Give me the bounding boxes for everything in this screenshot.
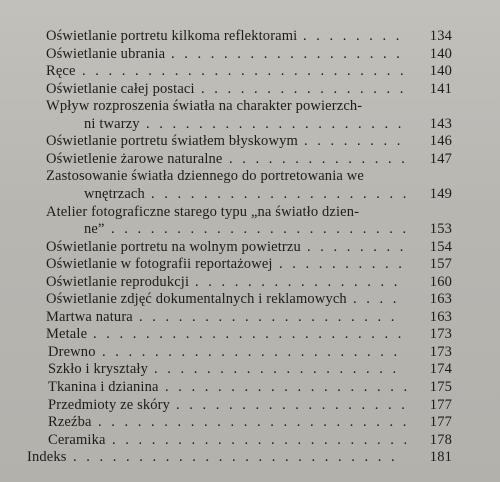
leader-dots: . . . . . . . . . . . . . . . . . . . . . . . . — [93, 326, 405, 343]
leader-dots: . . . . . . . . . . . . . . . . . . . . — [151, 185, 410, 202]
toc-entry-title: Rzeźba — [48, 414, 92, 431]
toc-page-number: 141 — [429, 80, 452, 97]
toc-entry-title: Ręce — [46, 63, 76, 80]
leader-dots: . . . . . . . . . . . . . . . . . . . . . . . — [102, 343, 401, 360]
leader-dots: . . . . . . . . . . — [279, 256, 405, 273]
toc-page-number: 178 — [429, 431, 452, 448]
leader-dots: . . . . . . . . . . . . . . . . . . . . — [146, 115, 405, 132]
toc-entry-title: Ceramika — [48, 431, 106, 448]
toc-entry-title: Oświetlanie portretu światłem błyskowym — [46, 133, 298, 150]
toc-page-number: 173 — [429, 343, 452, 360]
toc-page-number: 177 — [429, 396, 452, 413]
toc-entry-line — [0, 167, 500, 185]
toc-entry-title: Indeks — [27, 449, 67, 466]
toc-entry-title: Oświetlenie żarowe naturalne — [46, 150, 223, 167]
toc-entry-line — [0, 255, 500, 273]
toc-entry-line — [0, 185, 500, 203]
leader-dots: . . . . . . . . . . . . . . . . . . . . . . . . — [98, 414, 410, 431]
toc-page-number: 153 — [429, 221, 452, 238]
leader-dots: . . . . . . . . . . . . . . . . . . . — [154, 361, 400, 378]
toc-entry-line — [0, 290, 500, 308]
toc-page-number: 181 — [429, 449, 452, 466]
toc-entry-line — [0, 220, 500, 238]
toc-entry-title: Szkło i kryształy — [48, 361, 149, 378]
toc-entry-title-continuation: ni twarzy — [84, 115, 140, 132]
toc-entry-title: Oświetlanie w fotografii reportażowej — [46, 256, 273, 273]
toc-entry-title: Martwa natura — [46, 308, 133, 325]
toc-entry-title: Wpływ rozproszenia światła na charakter powierzch- — [46, 98, 363, 115]
toc-page-number: 163 — [429, 291, 452, 308]
leader-dots: . . . . — [353, 291, 400, 308]
toc-entry-line — [0, 360, 500, 378]
leader-dots: . . . . . . . . . . . . . . . . . . . . . . . — [111, 221, 410, 238]
toc-page-number: 140 — [429, 63, 452, 80]
toc-entry-title: Atelier fotograficzne starego typu „na światło dzien- — [46, 203, 360, 220]
toc-page-number: 147 — [429, 150, 452, 167]
toc-entry-line — [0, 45, 500, 63]
leader-dots: . . . . . . . . . . . . . . . . . . . . — [139, 308, 398, 325]
toc-entry-line — [0, 448, 500, 466]
leader-dots: . . . . . . . . . . . . . . . . . . . — [165, 379, 411, 395]
toc-entry-line — [0, 343, 500, 361]
toc-entry-line — [0, 115, 500, 133]
toc-entry-line — [0, 62, 500, 80]
leader-dots: . . . . . . . . . . . . . . . . . . . . . . . . . — [82, 63, 407, 80]
toc-entry-title: Oświetlanie portretu na wolnym powietrzu — [46, 238, 301, 255]
toc-entry-line — [0, 378, 500, 396]
toc-entry-line — [0, 150, 500, 168]
toc-page-number: 149 — [429, 185, 452, 202]
toc-entry-line — [0, 238, 500, 256]
toc-entry-title: Oświetlanie zdjęć dokumentalnych i reklamowych — [46, 291, 347, 308]
toc-entry-line — [0, 80, 500, 98]
toc-entry-title-continuation: ne” — [84, 221, 105, 238]
toc-entry-line — [0, 431, 500, 449]
leader-dots: . . . . . . . . . . . . . . . . . . — [176, 396, 408, 413]
leader-dots: . . . . . . . . — [303, 28, 403, 44]
leader-dots: . . . . . . . . . . . . . . . . . . . . . . . — [112, 431, 411, 448]
toc-page-number: 174 — [429, 361, 452, 378]
toc-page-number: 160 — [429, 273, 452, 290]
toc-entry-line — [0, 97, 500, 115]
toc-entry-title: Tkanina i dzianina — [48, 379, 159, 395]
toc-page-number: 177 — [429, 414, 452, 431]
toc-page-number: 175 — [429, 379, 452, 395]
toc-page-number: 163 — [429, 308, 452, 325]
toc-entry-title-continuation: wnętrzach — [84, 185, 145, 202]
toc-entry-title: Oświetlanie portretu kilkoma reflektorami — [46, 28, 298, 44]
leader-dots: . . . . . . . . . . . . . . . . — [201, 80, 407, 97]
toc-entry-title: Oświetlanie całej postaci — [46, 80, 195, 97]
toc-entry-line — [0, 308, 500, 326]
toc-page-number: 154 — [429, 238, 452, 255]
toc-page-number: 140 — [429, 45, 452, 62]
toc-entry-title: Zastosowanie światła dziennego do portretowania we — [46, 168, 364, 185]
toc-entry-line — [0, 273, 500, 291]
toc-entry-line — [0, 413, 500, 431]
toc-entry-line — [0, 203, 500, 221]
leader-dots: . . . . . . . . . . . . . . . . — [195, 273, 401, 290]
toc-entry-title: Przedmioty ze skóry — [48, 396, 171, 413]
toc-page-number: 143 — [429, 115, 452, 132]
toc-entry-line — [0, 27, 500, 45]
toc-entry-line — [0, 325, 500, 343]
toc-entry-title: Oświetlanie reprodukcji — [46, 273, 190, 290]
toc-entry-title: Drewno — [48, 343, 96, 360]
toc-entry-line — [0, 132, 500, 150]
toc-page-number: 134 — [429, 28, 452, 44]
leader-dots: . . . . . . . . — [307, 238, 407, 255]
toc-entry-title: Oświetlanie ubrania — [46, 45, 166, 62]
toc-page-number: 157 — [429, 256, 452, 273]
leader-dots: . . . . . . . . — [304, 133, 404, 150]
toc-entry-line — [0, 396, 500, 414]
toc-page-number: 146 — [429, 133, 452, 150]
toc-entry-title: Metale — [46, 326, 88, 343]
leader-dots: . . . . . . . . . . . . . . — [229, 150, 408, 167]
toc-page-number: 173 — [429, 326, 452, 343]
leader-dots: . . . . . . . . . . . . . . . . . . — [171, 45, 403, 62]
leader-dots: . . . . . . . . . . . . . . . . . . . . . . . . . — [73, 449, 398, 466]
